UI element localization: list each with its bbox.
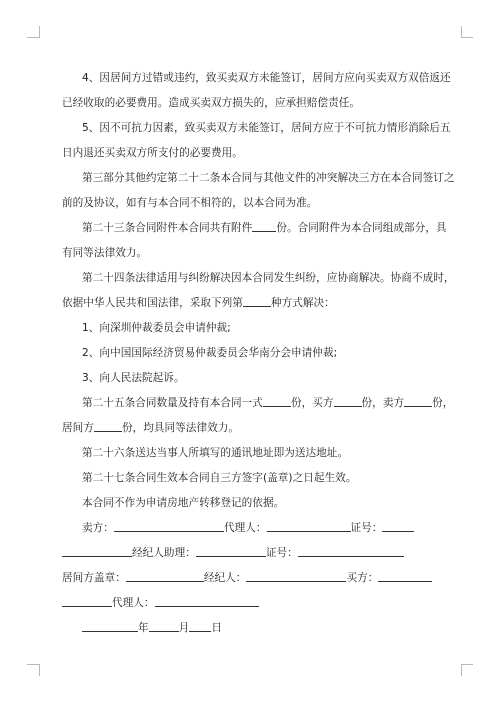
document-body (62, 66, 455, 641)
intermediary-seal-field[interactable] (126, 569, 204, 582)
copies-intermediary-blank[interactable] (94, 419, 122, 432)
agent-1-signature-field[interactable] (267, 519, 351, 532)
article-25-text-c: 份，卖方 (361, 397, 405, 409)
article-27: 第二十七条合同生效本合同自三方签字(盖章)之日起生效。 (82, 472, 357, 484)
buyer-label: 买方： (346, 572, 379, 584)
seller-signature-field[interactable] (114, 519, 224, 532)
broker-assistant-label: 经纪人助理： (132, 547, 196, 559)
article-25-line-2 (62, 416, 442, 441)
signature-row-4 (62, 591, 442, 616)
article-25-text-e: 居间方 (62, 422, 94, 434)
copies-buyer-blank[interactable] (334, 394, 362, 407)
crop-mark-bottom-left-h (27, 664, 39, 665)
article-23-line-2: 有同等法律效力。 (62, 247, 148, 259)
note-not-for-registration: 本合同不作为申请房地产转移登记的依据。 (82, 497, 285, 509)
article-23-text-b: 份。合同附件为本合同组成部分，具 (276, 222, 447, 234)
month-label: 月 (178, 622, 190, 634)
buyer-signature-field[interactable] (378, 569, 432, 582)
crop-mark-top-right-v (461, 26, 462, 38)
month-field[interactable] (149, 619, 179, 632)
article-24-line-1: 第二十四条法律适用与纠纷解决因本合同发生纠纷，应协商解决。协商不成时， (82, 272, 455, 284)
id-1-field-continued[interactable] (62, 544, 132, 557)
crop-mark-top-left-v (39, 26, 40, 38)
article-25-text-b: 份，买方 (290, 397, 334, 409)
clause-5-line-1: 5、因不可抗力因素，致买卖双方未能签订，居间方应于不可抗力情形消除后五 (82, 122, 451, 134)
clause-4-line-1: 4、因居间方过错或违约，致买卖双方未能签订，居间方应向买卖双方双倍返还 (82, 72, 451, 84)
article-26: 第二十六条送达当事人所填写的通讯地址即为送达地址。 (82, 447, 349, 459)
crop-mark-bottom-right-v (461, 664, 462, 676)
day-label: 日 (211, 622, 222, 634)
agent-2-label: 代理人： (112, 597, 155, 609)
crop-mark-bottom-right-h (461, 664, 473, 665)
article-25-text-d: 份， (432, 397, 454, 409)
id-1-label: 证号： (350, 522, 383, 534)
broker-signature-field[interactable] (246, 569, 346, 582)
article-22-line-2: 前的及协议，如有与本合同不相符的，以本合同为准。 (62, 197, 318, 209)
agent-1-label: 代理人： (223, 522, 267, 534)
seller-label: 卖方： (82, 522, 114, 534)
intermediary-seal-label: 居间方盖章： (62, 572, 126, 584)
article-25-text-f: 份，均具同等法律效力。 (121, 422, 240, 434)
crop-mark-top-left-h (27, 37, 39, 38)
article-23-text-a: 第二十三条合同附件本合同共有附件 (82, 222, 253, 234)
signature-row-1 (62, 516, 442, 541)
agent-2-signature-field[interactable] (155, 594, 259, 607)
dispute-method-blank[interactable] (243, 294, 271, 307)
date-row (62, 616, 442, 641)
article-24-line-2 (62, 291, 442, 316)
year-field[interactable] (82, 619, 138, 632)
id-2-label: 证号： (265, 547, 298, 559)
broker-assistant-field[interactable] (196, 544, 266, 557)
signature-row-2 (62, 541, 442, 566)
crop-mark-bottom-left-v (39, 664, 40, 676)
broker-label: 经纪人： (203, 572, 247, 584)
dispute-option-3: 3、向人民法院起诉。 (82, 372, 185, 384)
clause-5-line-2: 日内退还买卖双方所支付的必要费用。 (62, 147, 243, 159)
day-field[interactable] (189, 619, 211, 632)
article-24-text-b: 种方式解决： (270, 297, 335, 309)
copies-total-blank[interactable] (263, 394, 291, 407)
id-2-field[interactable] (298, 544, 404, 557)
article-25-text-a: 第二十五条合同数量及持有本合同一式 (82, 397, 263, 409)
clause-4-line-2: 已经收取的必要费用。造成买卖双方损失的，应承担赔偿责任。 (62, 97, 361, 109)
buyer-signature-field-continued[interactable] (62, 594, 112, 607)
crop-mark-top-right-h (461, 37, 473, 38)
id-1-field[interactable] (382, 519, 414, 532)
signature-row-3 (62, 566, 442, 591)
year-label: 年 (138, 622, 149, 634)
article-25-line-1 (62, 391, 454, 416)
copies-seller-blank[interactable] (404, 394, 432, 407)
dispute-option-2: 2、向中国国际经济贸易仲裁委员会华南分会申请仲裁; (82, 347, 338, 359)
article-22-line-1: 第三部分其他约定第二十二条本合同与其他文件的冲突解决三方在本合同签订之 (82, 172, 455, 184)
article-23-line-1 (62, 216, 447, 241)
dispute-option-1: 1、向深圳仲裁委员会申请仲裁; (82, 322, 231, 334)
article-24-text-a: 依据中华人民共和国法律，采取下列第 (62, 297, 243, 309)
attachment-count-blank[interactable] (252, 219, 276, 232)
